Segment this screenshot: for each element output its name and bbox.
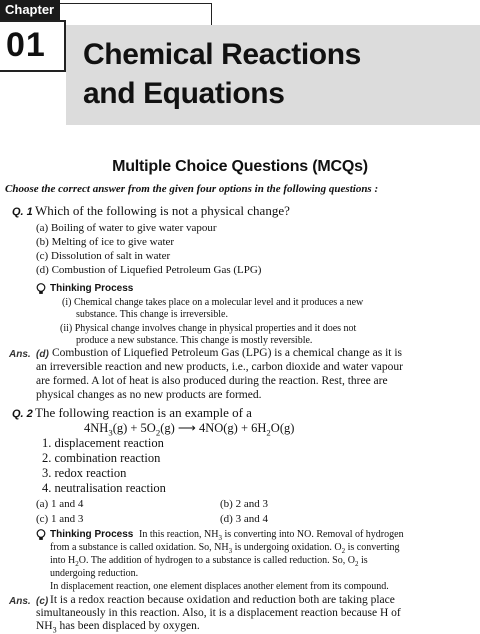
question-2-text: The following reaction is an example of a	[35, 405, 252, 420]
q2-thinking-line: from a substance is called oxidation. So, $NH_3$ is undergoing oxidation. $O_2$ is converting	[50, 542, 400, 555]
q1-option-b: (b) Melting of ice to give water	[36, 236, 175, 248]
q2-answer-line: simultaneously in this reaction. Also, it is a displacement reaction because H of	[36, 607, 401, 619]
q1-thinking-line: (ii) Physical change involves change in physical properties and it does not	[60, 323, 357, 334]
header-rule	[60, 3, 212, 4]
q2-answer-label: Ans.	[9, 596, 31, 607]
header-rule-vertical	[211, 3, 212, 25]
lightbulb-icon	[36, 283, 46, 295]
q2-thinking-line: undergoing reduction.	[50, 568, 139, 579]
q1-thinking-process-title: Thinking Process	[50, 283, 134, 294]
q2-thinking-line: into $H_2O$. The addition of hydrogen to a substance is called reduction. So, $O_2$ is	[50, 555, 368, 568]
q2-thinking-line: In displacement reaction, one element displaces another element from its compound.	[50, 581, 389, 592]
q1-answer-label: Ans.	[9, 349, 31, 360]
q1-answer-line: Combustion of Liquefied Petroleum Gas (LPG) is a chemical change as it is	[52, 347, 403, 359]
reaction-equation: $4NH_3(g) + 5O_2(g)$ ⟶ $4NO(g) + 6H_2O(g)$	[84, 421, 295, 438]
chapter-title-line1: Chemical Reactions	[83, 38, 361, 71]
chapter-label: Chapter	[0, 0, 60, 20]
q2-answer-choice: (c)	[36, 596, 49, 607]
q1-thinking-line: produce a new substance. This change is mostly reversible.	[76, 335, 313, 346]
q2-item: 1. displacement reaction	[42, 436, 164, 450]
lightbulb-icon	[36, 529, 46, 541]
q1-answer-line: are formed. A lot of heat is also produced during the reaction. Rest, three are	[36, 375, 388, 387]
section-title: Multiple Choice Questions (MCQs)	[112, 158, 368, 175]
q2-option-d: (d) 3 and 4	[220, 513, 268, 525]
q1-answer-line: physical changes as no new products are formed.	[36, 389, 262, 401]
q2-answer-line: It is a redox reaction because oxidation and reduction both are taking place	[50, 594, 395, 606]
q2-answer-line: $NH_3$ has been displaced by oxygen.	[36, 620, 200, 634]
q1-answer-choice: (d)	[36, 349, 49, 360]
q1-option-a: (a) Boiling of water to give water vapour	[36, 222, 217, 234]
q2-item: 2. combination reaction	[42, 451, 161, 465]
q1-thinking-line: substance. This change is irreversible.	[76, 309, 228, 320]
q2-thinking-line: In this reaction, $NH_3$ is converting into NO. Removal of hydrogen	[139, 529, 404, 542]
q2-option-b: (b) 2 and 3	[220, 498, 268, 510]
chapter-title-line2: and Equations	[83, 77, 285, 110]
q1-option-c: (c) Dissolution of salt in water	[36, 250, 171, 262]
q2-option-c: (c) 1 and 3	[36, 513, 84, 525]
q2-option-a: (a) 1 and 4	[36, 498, 84, 510]
q2-item: 4. neutralisation reaction	[42, 481, 166, 495]
q1-thinking-line: (i) Chemical change takes place on a molecular level and it produces a new	[62, 297, 364, 308]
question-2-label: Q. 2	[12, 408, 33, 420]
q2-thinking-process-title: Thinking Process	[50, 529, 134, 540]
instructions: Choose the correct answer from the given four options in the following questions :	[5, 183, 379, 195]
question-1-label: Q. 1	[12, 206, 33, 218]
chapter-number: 01	[6, 26, 46, 64]
q1-option-d: (d) Combustion of Liquefied Petroleum Gas (LPG)	[36, 264, 262, 276]
q1-answer-line: an irreversible reaction and new products, i.e., carbon dioxide and water vapour	[36, 361, 403, 373]
question-1-text: Which of the following is not a physical change?	[35, 203, 290, 218]
q2-item: 3. redox reaction	[42, 466, 127, 480]
